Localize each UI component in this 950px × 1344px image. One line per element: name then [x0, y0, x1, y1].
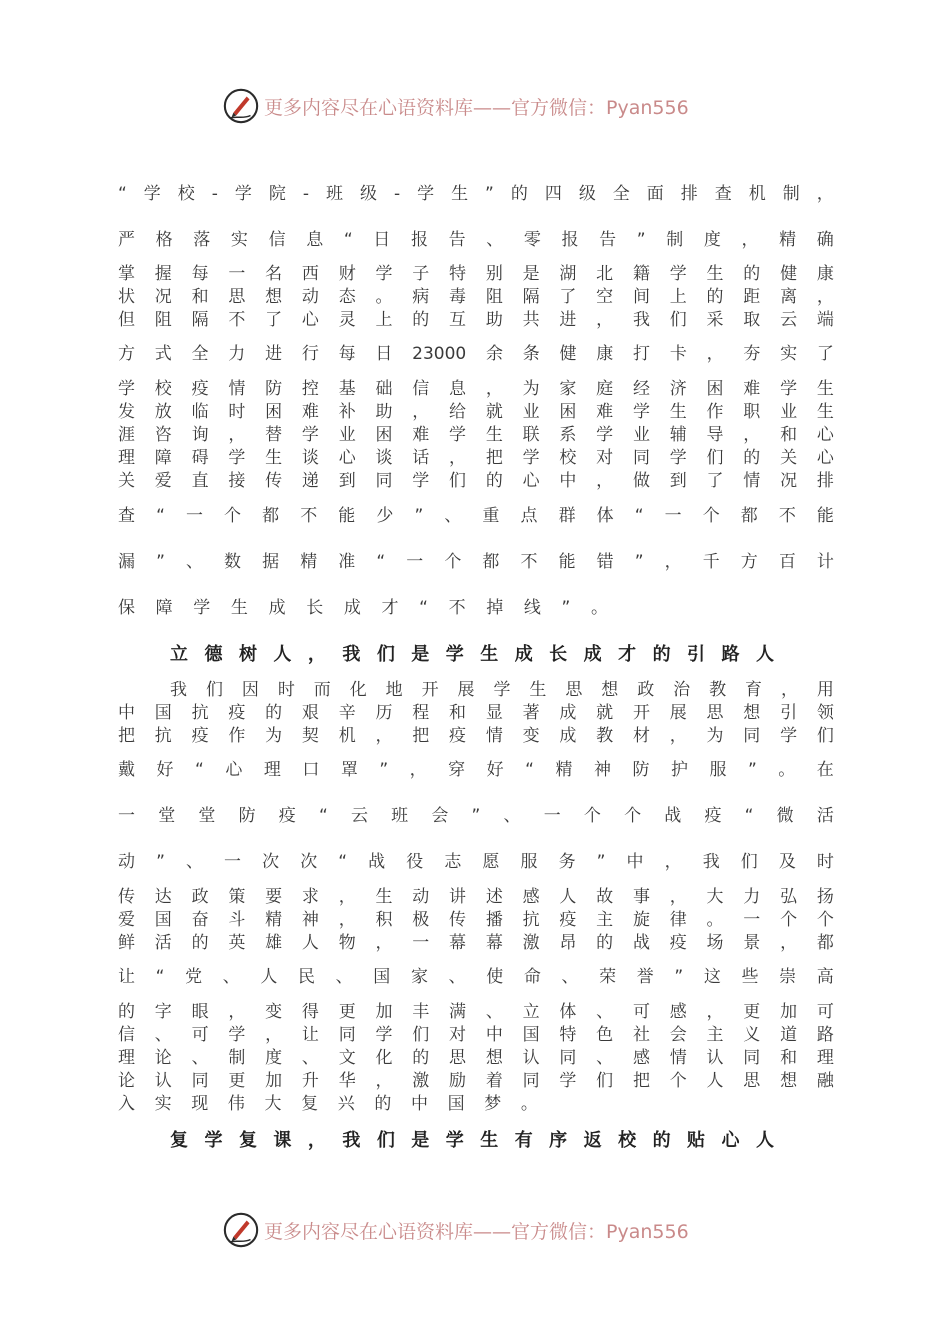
paragraph-line: 入 实 现 伟 大 复 兴 的 中 国 梦 。 [118, 1094, 538, 1114]
paragraph-line: 中 国 抗 疫 的 艰 辛 历 程 和 显 著 成 就 开 展 思 想 引 领 [118, 703, 834, 723]
section-heading: 复 学 复 课 ， 我 们 是 学 生 有 序 返 校 的 贴 心 人 [170, 1130, 774, 1151]
paragraph-line: “ 学 校 - 学 院 - 班 级 - 学 生 ” 的 四 级 全 面 排 查 机 制 ， [118, 184, 834, 204]
paragraph-line: 严 格 落 实 信 息 “ 日 报 告 、 零 报 告 ” 制 度 ， 精 确 [118, 230, 834, 250]
paragraph-line: 发 放 临 时 困 难 补 助 ， 给 就 业 困 难 学 生 作 职 业 生 [118, 402, 834, 422]
paragraph-line: 关 爱 直 接 传 递 到 同 学 们 的 心 中 ， 做 到 了 情 况 排 [118, 471, 834, 491]
watermark-banner-bottom [222, 1210, 742, 1250]
watermark-prefix: 更多内容尽在心语资料库 [264, 1220, 474, 1243]
paragraph-line: 学 校 疫 情 防 控 基 础 信 息 ， 为 家 庭 经 济 困 难 学 生 [118, 379, 834, 399]
watermark-wechat-id: Pyan556 [606, 96, 689, 119]
paragraph-line: 鲜 活 的 英 雄 人 物 ， 一 幕 幕 激 昂 的 战 疫 场 景 ， 都 [118, 933, 834, 953]
paragraph-line: 让 “ 党 、 人 民 、 国 家 、 使 命 、 荣 誉 ” 这 些 崇 高 [118, 967, 834, 987]
paragraph-line: 论 认 同 更 加 升 华 ， 激 励 着 同 学 们 把 个 人 思 想 融 [118, 1071, 834, 1091]
paragraph-line: 涯 咨 询 ， 替 学 业 困 难 学 生 联 系 学 业 辅 导 ， 和 心 [118, 425, 834, 445]
section-heading: 立 德 树 人 ， 我 们 是 学 生 成 长 成 才 的 引 路 人 [170, 644, 774, 665]
paragraph-line: 传 达 政 策 要 求 ， 生 动 讲 述 感 人 故 事 ， 大 力 弘 扬 [118, 887, 834, 907]
paragraph-line: 的 字 眼 ， 变 得 更 加 丰 满 、 立 体 、 可 感 ， 更 加 可 [118, 1002, 834, 1022]
paragraph-line: 动 ” 、 一 次 次 “ 战 役 志 愿 服 务 ” 中 ， 我 们 及 时 [118, 852, 834, 872]
paragraph-line: 爱 国 奋 斗 精 神 ， 积 极 传 播 抗 疫 主 旋 律 。 一 个 个 [118, 910, 834, 930]
paragraph-line: 方 式 全 力 进 行 每 日 23000 余 条 健 康 打 卡 ， 夯 实 了 [118, 344, 834, 364]
paragraph-line: 漏 ” 、 数 据 精 准 “ 一 个 都 不 能 错 ” ， 千 方 百 计 [118, 552, 834, 572]
watermark-wechat-id: Pyan556 [606, 1220, 689, 1243]
paragraph-line: 保 障 学 生 成 长 成 才 “ 不 掉 线 ” 。 [118, 598, 608, 618]
paragraph-line: 戴 好 “ 心 理 口 罩 ” ， 穿 好 “ 精 神 防 护 服 ” 。 在 [118, 760, 834, 780]
watermark-prefix: 更多内容尽在心语资料库 [264, 96, 474, 119]
paragraph-line: 我 们 因 时 而 化 地 开 展 学 生 思 想 政 治 教 育 ， 用 [170, 680, 834, 700]
paragraph-line: 理 论 、 制 度 、 文 化 的 思 想 认 同 、 感 情 认 同 和 理 [118, 1048, 834, 1068]
paragraph-line: 理 障 碍 学 生 谈 心 谈 话 ， 把 学 校 对 同 学 们 的 关 心 [118, 448, 834, 468]
pen-logo-icon [222, 1211, 260, 1249]
watermark-dash: —— [473, 96, 512, 119]
paragraph-line: 掌 握 每 一 名 西 财 学 子 特 别 是 湖 北 籍 学 生 的 健 康 [118, 264, 834, 284]
paragraph-line: 一 堂 堂 防 疫 “ 云 班 会 ” 、 一 个 个 战 疫 “ 微 活 [118, 806, 834, 826]
paragraph-line: 查 “ 一 个 都 不 能 少 ” 、 重 点 群 体 “ 一 个 都 不 能 [118, 506, 834, 526]
watermark-wechat-label: 官方微信： [511, 1220, 607, 1243]
watermark-dash: —— [473, 1220, 512, 1243]
paragraph-line: 把 抗 疫 作 为 契 机 ， 把 疫 情 变 成 教 材 ， 为 同 学 们 [118, 726, 834, 746]
paragraph-line: 但 阻 隔 不 了 心 灵 上 的 互 助 共 进 ， 我 们 采 取 云 端 [118, 310, 834, 330]
watermark-wechat-label: 官方微信： [511, 96, 607, 119]
paragraph-line: 状 况 和 思 想 动 态 。 病 毒 阻 隔 了 空 间 上 的 距 离 ， [118, 287, 834, 307]
paragraph-line: 信 、 可 学 ， 让 同 学 们 对 中 国 特 色 社 会 主 义 道 路 [118, 1025, 834, 1045]
